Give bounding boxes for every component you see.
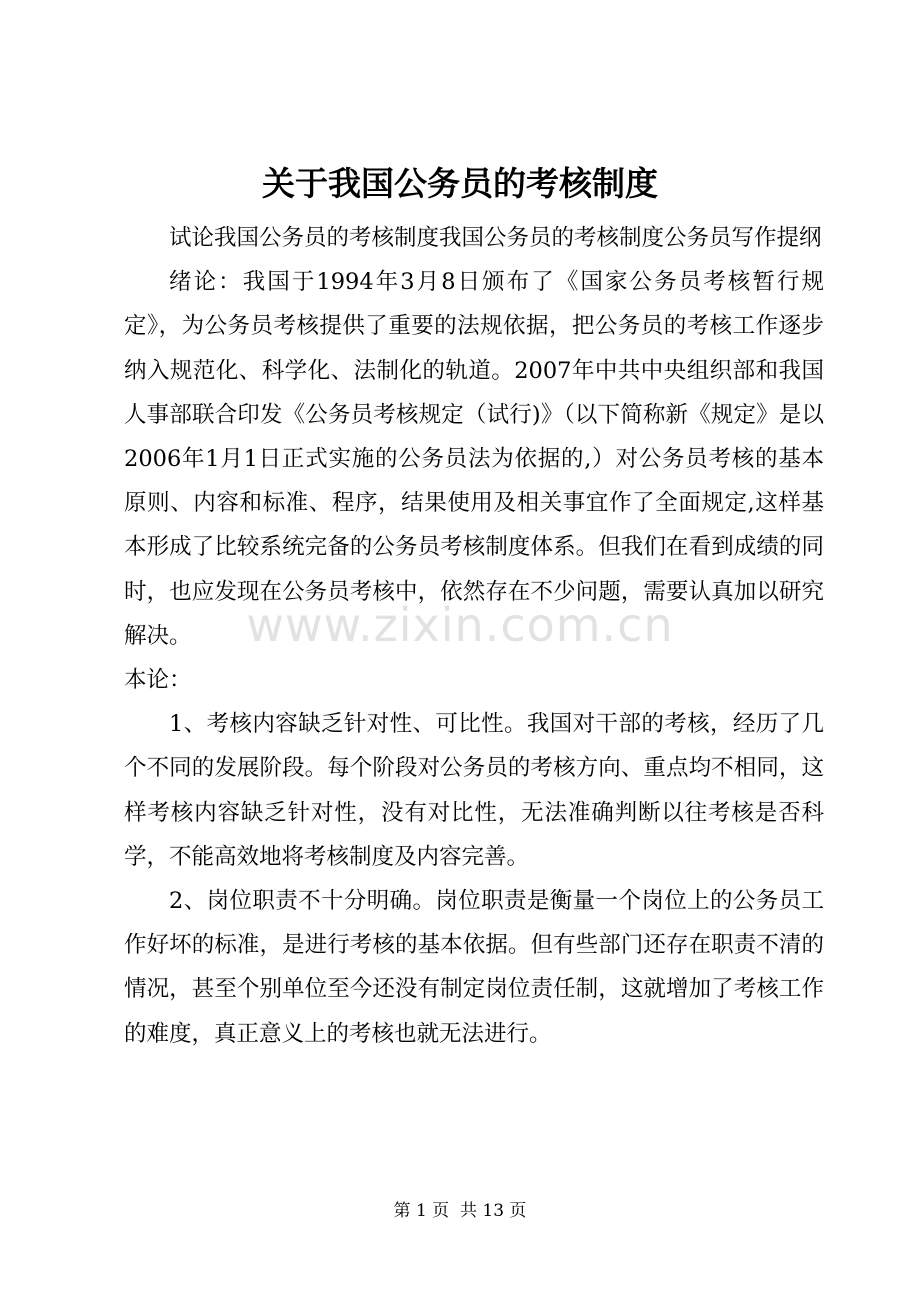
paragraph-point-1: 1、考核内容缺乏针对性、可比性。我国对干部的考核，经历了几个不同的发展阶段。每个阶段对公务员的考核方向、重点均不相同，这样考核内容缺乏针对性，没有对比性，无法准确判断以往考核是否科学，不能高效地将考核制度及内容完善。	[124, 711, 824, 870]
paragraph-main-heading: 本论：	[124, 667, 192, 694]
watermark: www.zixin.com.cn	[246, 598, 674, 652]
document-body	[124, 216, 824, 1056]
page-total: 共 13 页	[459, 1201, 527, 1221]
paragraph-point-2: 2、岗位职责不十分明确。岗位职责是衡量一个岗位上的公务员工作好坏的标准，是进行考核的基本依据。但有些部门还存在职责不清的情况，甚至个别单位至今还没有制定岗位责任制，这就增加了考核工作的难度，真正意义上的考核也就无法进行。	[124, 888, 824, 1047]
page-footer	[0, 1199, 920, 1223]
document-title: 关于我国公务员的考核制度	[262, 164, 658, 203]
paragraph-intro: 试论我国公务员的考核制度我国公务员的考核制度公务员写作提纲	[169, 225, 822, 251]
page-number: 第 1 页	[393, 1201, 450, 1221]
paragraph-introduction: 绪论：我国于1994年3月8日颁布了《国家公务员考核暂行规定》，为公务员考核提供了重要的法规依据，把公务员的考核工作逐步纳入规范化、科学化、法制化的轨道。2007年中共中央组织部和我国人事部联合印发《公务员考核规定（试行)》（以下简称新《规定》是以2006年1月1日正式实施的公务员法为依据的,）对公务员考核的基本原则、内容和标准、程序，结果使用及相关事宜作了全面规定,这样基本形成了比较系统完备的公务员考核制度体系。但我们在看到成绩的同时，也应发现在公务员考核中，依然存在不少问题，需要认真加以研究解决。	[124, 269, 824, 649]
